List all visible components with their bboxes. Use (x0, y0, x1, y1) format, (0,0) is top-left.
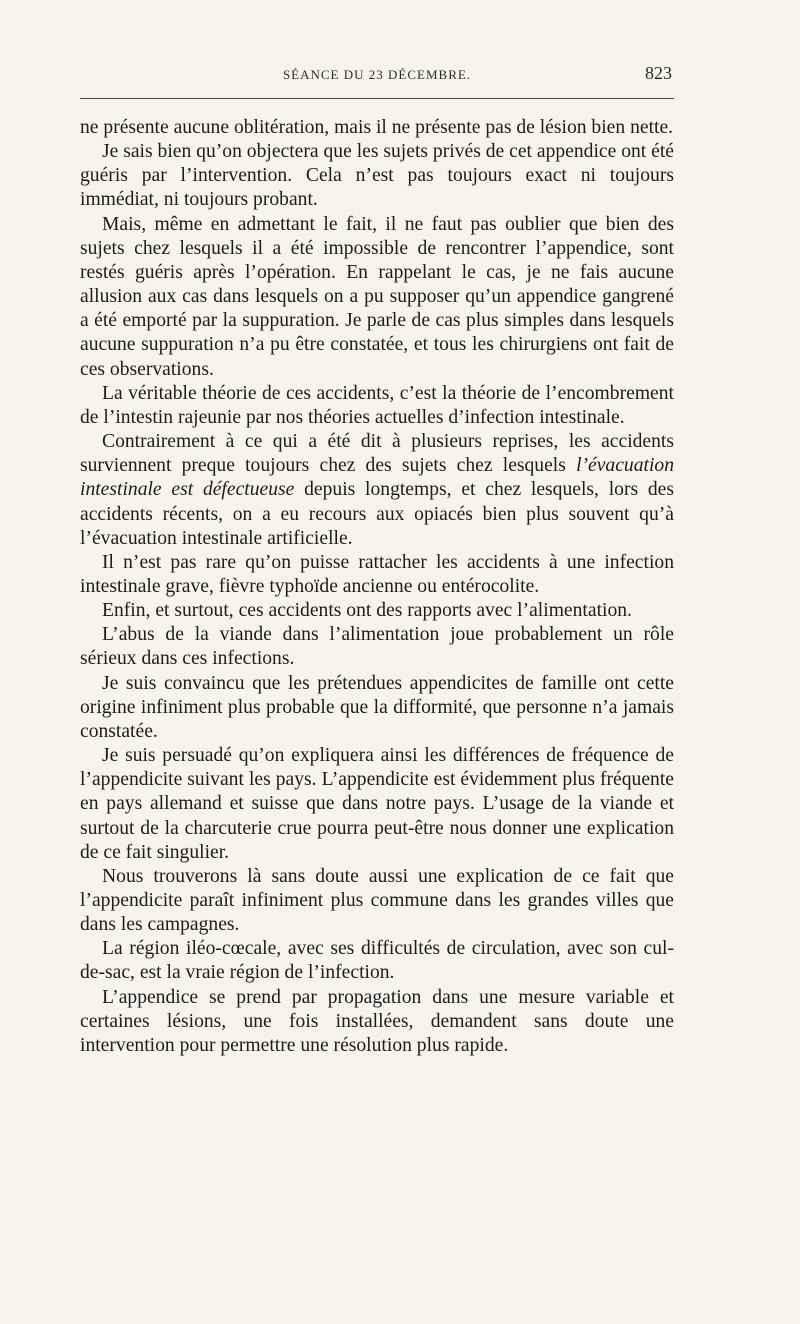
paragraph: La véritable théorie de ces accidents, c’est la théorie de l’encombrement de l’intestin rajeunie par nos théories actuelles d’infection intestinale. (80, 382, 674, 428)
page-number: 823 (645, 63, 672, 83)
paragraph: Il n’est pas rare qu’on puisse rattacher les accidents à une infection intestinale grave, fièvre typhoïde ancienne ou entérocolite. (80, 551, 674, 597)
paragraph: Enfin, et surtout, ces accidents ont des rapports avec l’alimentation. (102, 600, 632, 622)
header-rule (80, 98, 674, 99)
paragraph (80, 430, 674, 551)
paragraph: L’abus de la viande dans l’alimentation joue probablement un rôle sérieux dans ces infections. (80, 624, 674, 670)
paragraph: Nous trouverons là sans doute aussi une explication de ce fait que l’appendicite paraît infiniment plus commune dans les grandes villes que dans les campagnes. (80, 865, 674, 936)
paragraph: Mais, même en admettant le fait, il ne faut pas oublier que bien des sujets chez lesquels il a été impossible de rencontrer l’appendice, sont restés guéris après l’opération. En rappelant le cas, je ne fais aucune allusion aux cas dans lesquels on a pu supposer qu’un appendice gangrené a été emporté par la suppuration. Je parle de cas plus simples dans lesquels aucune suppuration n’a pu être constatée, et tous les chirurgiens ont fait de ces observations. (80, 213, 674, 380)
page-header (80, 63, 674, 89)
paragraph: L’appendice se prend par propagation dans une mesure variable et certaines lésions, une fois installées, demandent sans doute une intervention pour permettre une résolution plus rapide. (80, 986, 674, 1056)
paragraph: Je sais bien qu’on objectera que les sujets privés de cet appendice ont été guéris par l’intervention. Cela n’est pas toujours exact ni toujours immédiat, ni toujours probant. (80, 141, 674, 211)
paragraph-text: depuis longtemps, et chez lesquels, lors des accidents récents, on a eu recours aux opiacés bien plus souvent qu’à l’évacuation intestinale artificielle. (80, 479, 674, 549)
paragraph-text: Contrairement à ce qui a été dit à plusieurs reprises, les accidents surviennent preque toujours chez des sujets chez lesquels (80, 431, 674, 477)
paragraph: Je suis convaincu que les prétendues appendicites de famille ont cette origine infiniment plus probable que la difformité, que personne n’a jamais constatée. (80, 672, 674, 742)
paragraph: ne présente aucune oblitération, mais il ne présente pas de lésion bien nette. (80, 117, 674, 138)
body-text (80, 116, 674, 1058)
italic-phrase: l’évacuation intestinale est défectueuse (80, 455, 674, 501)
running-title: SÉANCE DU 23 DÉCEMBRE. (282, 67, 472, 82)
paragraph: Je suis persuadé qu’on expliquera ainsi les différences de fréquence de l’appendicite suivant les pays. L’appendicite est évidemment plus fréquente en pays allemand et suisse que dans notre pays. L’usage de la viande et surtout de la charcuterie crue pourra peut-être nous donner une explication de ce fait singulier. (80, 745, 674, 863)
paragraph: La région iléo-cœcale, avec ses difficultés de circulation, avec son cul-de-sac, est la vraie région de l’infection. (80, 938, 674, 984)
